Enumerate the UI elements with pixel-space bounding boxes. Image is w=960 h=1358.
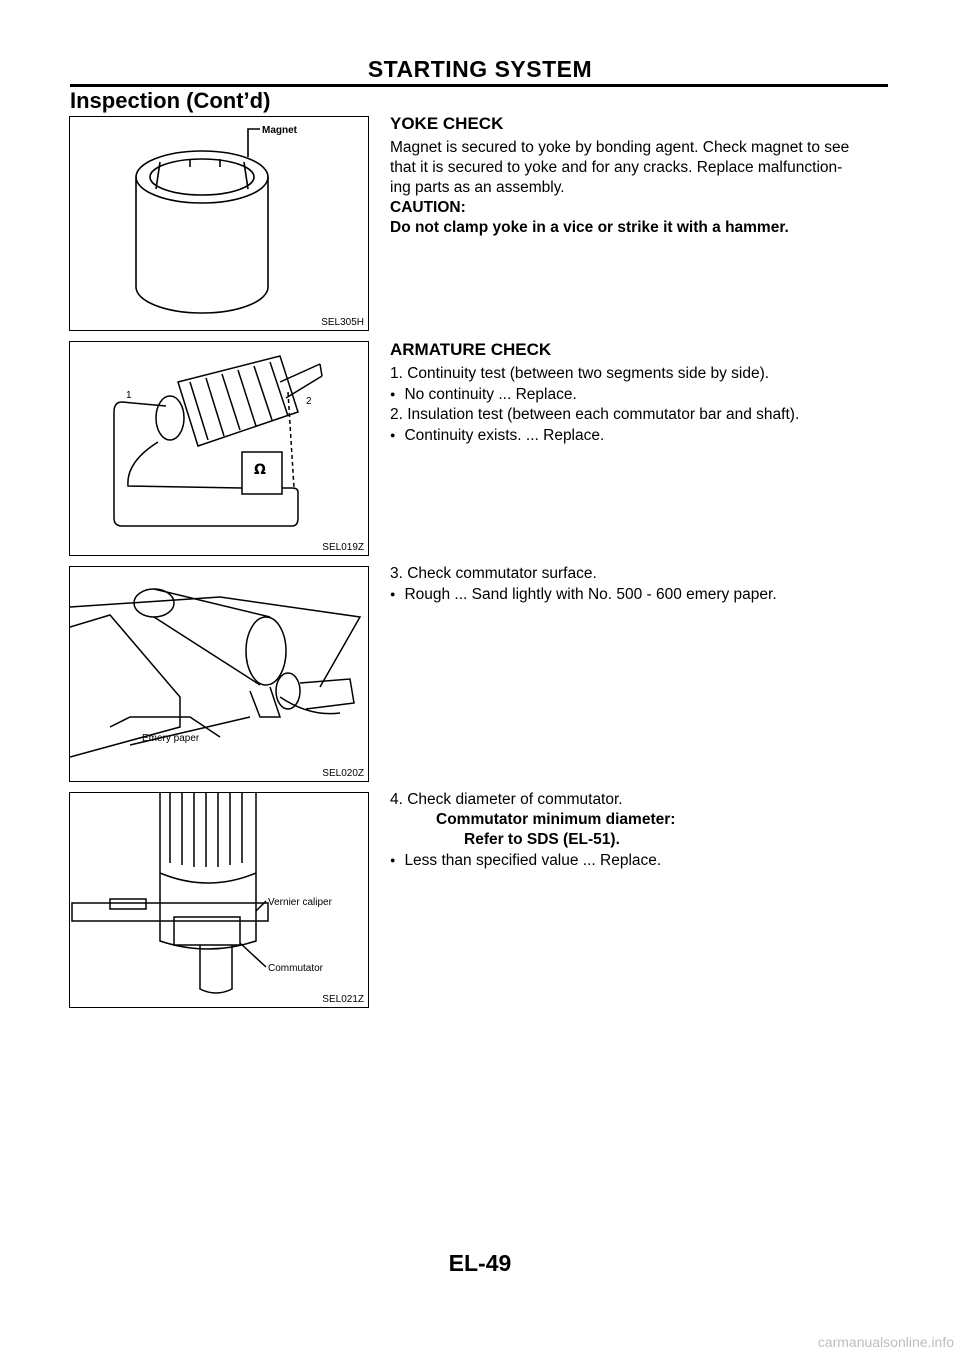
magnet-label: Magnet — [262, 125, 297, 136]
probe-1-label: 1 — [126, 390, 132, 401]
emery-paper-label: Emery paper — [142, 733, 200, 744]
ohmmeter-symbol: Ω — [254, 462, 266, 478]
step-1-bullet: ● No continuity ... Replace. — [390, 384, 890, 405]
diameter-check-section — [390, 790, 890, 871]
figure-code: SEL305H — [321, 317, 364, 328]
figure-code: SEL020Z — [322, 768, 364, 779]
yoke-figure — [69, 116, 369, 331]
spec-reference: Refer to SDS (EL-51). — [464, 831, 620, 848]
vernier-caliper-label: Vernier caliper — [268, 897, 332, 908]
step-2: 2. Insulation test (between each commutator bar and shaft). — [390, 406, 800, 423]
yoke-check-heading: YOKE CHECK — [390, 114, 504, 133]
caution-text: Do not clamp yoke in a vice or strike it with a hammer. — [390, 219, 789, 236]
yoke-check-line: that it is secured to yoke and for any cracks. Replace malfunction- — [390, 159, 843, 176]
caution-label: CAUTION: — [390, 199, 466, 216]
step-1: 1. Continuity test (between two segments side by side). — [390, 365, 770, 382]
step-2-bullet: ● Continuity exists. ... Replace. — [390, 425, 890, 446]
yoke-check-section — [390, 114, 890, 238]
step-3: 3. Check commutator surface. — [390, 565, 597, 582]
figure-code: SEL019Z — [322, 542, 364, 553]
page-subtitle: Inspection (Cont’d) — [70, 88, 271, 113]
vernier-caliper-illustration — [70, 793, 368, 1007]
figure-code: SEL021Z — [322, 994, 364, 1005]
armature-illustration — [70, 342, 368, 555]
probe-2-label: 2 — [306, 396, 312, 407]
section-title: STARTING SYSTEM — [367, 56, 593, 82]
step-4: 4. Check diameter of commutator. — [390, 791, 623, 808]
step-3-bullet: ● Rough ... Sand lightly with No. 500 - 600 emery paper. — [390, 584, 890, 605]
emery-paper-figure — [69, 566, 369, 782]
page-number: EL-49 — [448, 1250, 512, 1276]
yoke-illustration — [70, 117, 368, 330]
emery-paper-illustration — [70, 567, 368, 781]
yoke-check-line: ing parts as an assembly. — [390, 179, 565, 196]
header-rule — [70, 84, 888, 87]
yoke-check-line: Magnet is secured to yoke by bonding agent. Check magnet to see — [390, 139, 850, 156]
armature-figure — [69, 341, 369, 556]
commutator-label: Commutator — [268, 963, 324, 974]
surface-check-section — [390, 564, 890, 605]
watermark: carmanualsonline.info — [817, 1334, 954, 1350]
armature-check-section — [390, 340, 890, 446]
vernier-caliper-figure — [69, 792, 369, 1008]
step-4-bullet: ● Less than specified value ... Replace. — [390, 850, 890, 871]
spec-label: Commutator minimum diameter: — [436, 811, 676, 828]
armature-check-heading: ARMATURE CHECK — [390, 340, 552, 359]
